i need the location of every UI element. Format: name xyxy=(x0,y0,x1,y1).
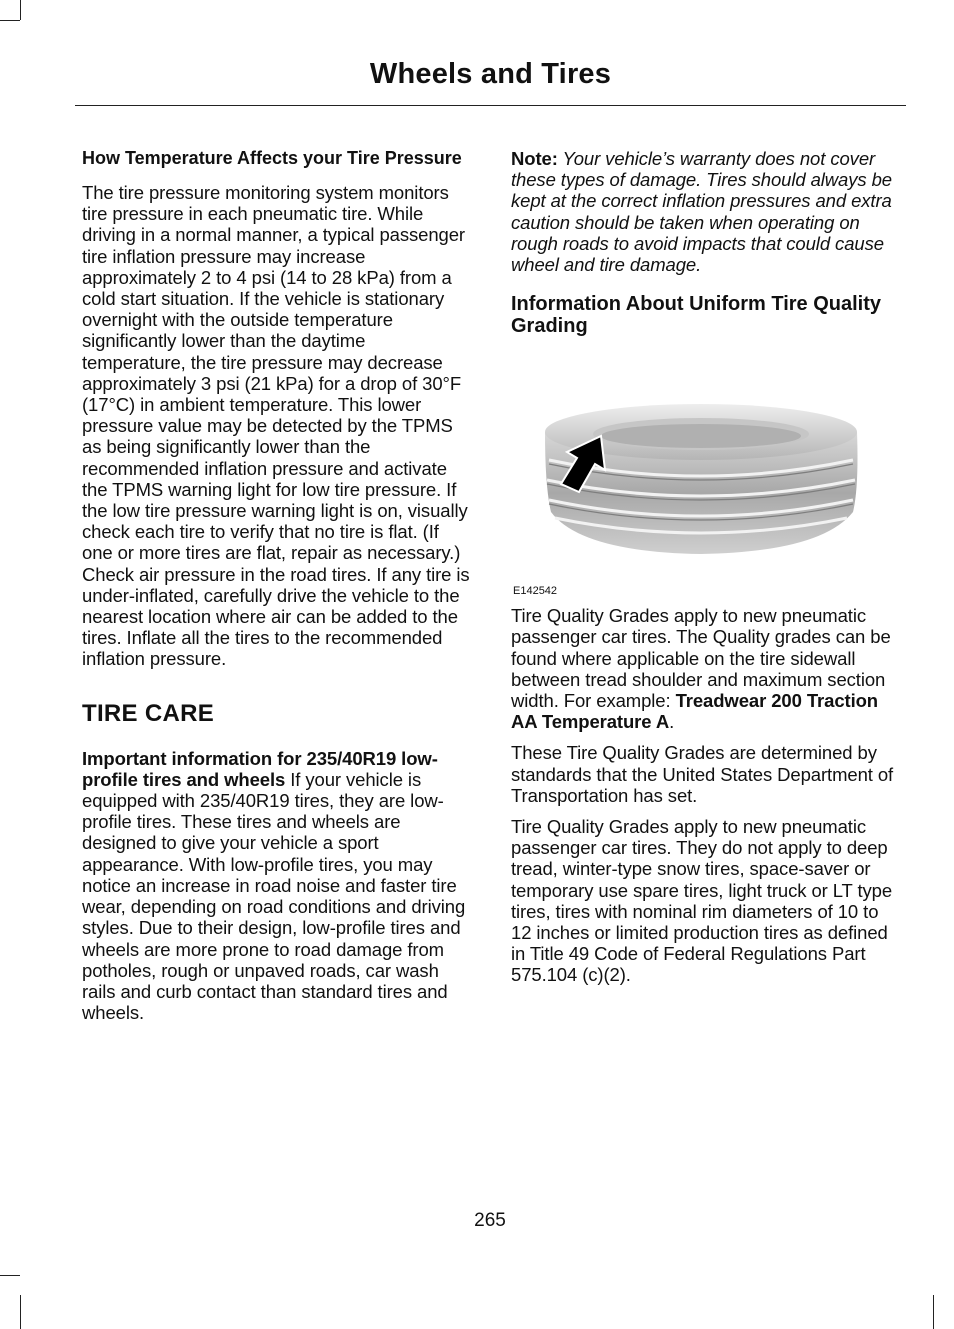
warranty-note xyxy=(511,148,903,275)
low-profile-bold-lead: Important information for 235/40R19 low-profile tires and wheels xyxy=(82,747,438,790)
grades-intro: Tire Quality Grades apply to new pneumatic passenger car tires. The Quality grades can be found where applicable on the tire sidewall between tread shoulder and maximum section width. For example: xyxy=(511,605,891,712)
crop-mark xyxy=(933,1295,934,1329)
crop-mark xyxy=(20,1295,21,1329)
right-column xyxy=(511,148,903,996)
note-text: Your vehicle’s warranty does not cover these types of damage. Tires should always be kept at the correct inflation pressures and extra caution should be taken when operating on rough roads to avoid impacts that could cause wheel and tire damage. xyxy=(511,148,892,276)
temperature-heading: How Temperature Affects your Tire Pressure xyxy=(82,148,462,168)
grades-example: Treadwear 200 Traction AA Temperature A xyxy=(511,690,879,733)
figure-code: E142542 xyxy=(513,585,558,598)
exclusions-paragraph: Tire Quality Grades apply to new pneumatic passenger car tires. They do not apply to deep tread, winter-type snow tires, space-saver or temporary use spare tires, light truck or LT type tires, tires with nominal rim diameters of 10 to 12 inches or limited production tires as defined in Title 49 Code of Federal Regulations Part 575.104 (c)(2). xyxy=(511,816,893,986)
tire-figure xyxy=(511,337,903,597)
crop-mark xyxy=(0,1275,20,1276)
crop-mark xyxy=(20,0,21,20)
page-number: 265 xyxy=(474,1210,506,1231)
temperature-paragraph: The tire pressure monitoring system monitors tire pressure in each pneumatic tire. While driving in a normal manner, a typical passenger tire inflation pressure may increase approximately 2 to 4 psi (14 to 28 kPa) from a cold start situation. If the vehicle is stationary overnight with the outside temperature significantly lower than the daytime temperature, the tire pressure may decrease approximately 3 psi (21 kPa) for a drop of 30°F (17°C) in ambient temperature. This lower pressure value may be detected by the TPMS as being significantly lower than the recommended inflation pressure and activate the TPMS warning light for low tire pressure. If the low tire pressure warning light is on, visually check each tire to verify that no tire is flat. (If one or more tires are flat, repair as necessary.) Check air pressure in the road tires. If any tire is under-inflated, carefully drive the vehicle to the nearest location where air can be added to the tires. Inflate all the tires to the recommended inflation pressure. xyxy=(82,182,470,670)
title-divider xyxy=(75,105,906,106)
low-profile-paragraph xyxy=(82,748,472,1024)
grades-paragraph xyxy=(511,605,903,732)
low-profile-text: If your vehicle is equipped with 235/40R19 tires, they are low-profile tires. These tires and wheels are designed to give your vehicle a sport appearance. With low-profile tires, you may notice an increase in road noise and faster tire wear, depending on road conditions and driving styles. Due to their design, low-profile tires and wheels are more prone to road damage from potholes, rough or unpaved roads, car wash rails and curb contact than standard tires and wheels. xyxy=(82,768,466,1024)
utqg-heading: Information About Uniform Tire Quality Grading xyxy=(511,293,881,338)
note-label: Note: xyxy=(511,148,558,169)
page-title: Wheels and Tires xyxy=(369,58,612,90)
standards-paragraph: These Tire Quality Grades are determined by standards that the United States Department of Transportation has set. xyxy=(511,742,894,806)
tire-care-heading: TIRE CARE xyxy=(82,699,215,727)
left-column xyxy=(82,148,472,1033)
grades-period: . xyxy=(669,711,675,733)
crop-mark xyxy=(0,20,20,21)
tire-illustration xyxy=(541,392,861,562)
